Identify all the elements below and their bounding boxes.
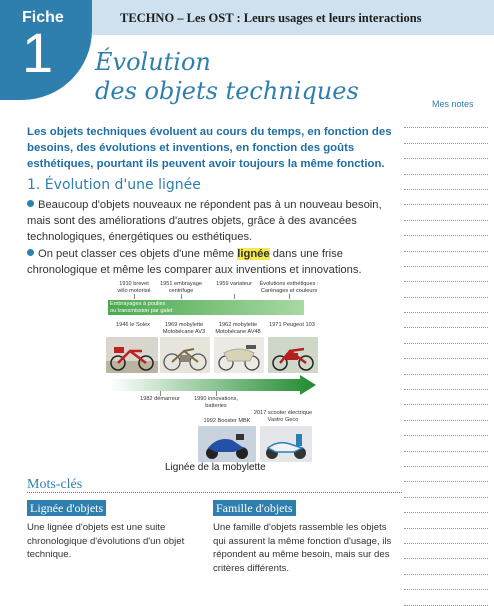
note-line	[404, 344, 488, 359]
timeline-tick	[181, 294, 182, 299]
model-label: 1946 le Solex	[116, 322, 150, 328]
figure-caption: Lignée de la mobylette	[165, 462, 266, 473]
paragraph-1	[27, 197, 393, 245]
note-line	[404, 421, 488, 436]
note-line	[404, 205, 488, 220]
paragraph-2-after: dans une frise chronologique et même les comparer aux inventions et innovations.	[27, 248, 362, 276]
note-line	[404, 436, 488, 451]
note-line	[404, 159, 488, 174]
page-title-line1: Évolution	[95, 48, 211, 76]
note-line	[404, 328, 488, 343]
note-line	[404, 498, 488, 513]
model-label: 1971 Peugeot 103	[269, 322, 315, 328]
note-line	[404, 298, 488, 313]
booster-photo	[198, 426, 256, 462]
av3-photo	[160, 337, 210, 373]
note-line	[404, 190, 488, 205]
note-line	[404, 375, 488, 390]
note-line	[404, 113, 488, 128]
term-famille: Famille d'objets	[213, 500, 296, 516]
fiche-number: 1	[22, 21, 54, 84]
timeline-label: Évolutions esthétiques : Carénages et couleurs	[259, 281, 319, 294]
note-line	[404, 128, 488, 143]
highlighted-term: lignée	[237, 248, 270, 260]
paragraph-1-text: Beaucoup d'objets nouveaux ne répondent pas à un nouveau besoin, mais sont des améliorations d'autres objets, grâce à des avancées technologiques, énergétiques ou esthétiques.	[27, 199, 382, 243]
timeline-tick	[289, 294, 290, 299]
note-line	[404, 175, 488, 190]
notes-label: Mes notes	[432, 99, 474, 109]
timeline-label: 1951 embrayage centrifuge	[160, 281, 202, 294]
section-heading: 1. Évolution d'une lignée	[27, 177, 201, 193]
note-line	[404, 559, 488, 574]
note-line	[404, 359, 488, 374]
timeline-label: 1910 brevet vélo motorisé	[117, 281, 151, 294]
keywords-title: Mots-clés	[27, 477, 83, 492]
model-label: 1969 mobylette Motobécane AV3	[162, 322, 206, 335]
page-title-line2: des objets techniques	[95, 77, 359, 105]
note-line	[404, 590, 488, 605]
note-line	[404, 267, 488, 282]
timeline-tick	[234, 294, 235, 299]
band-label: Embrayages à poulies ou transmission par galet	[110, 301, 173, 314]
note-line	[404, 313, 488, 328]
note-line	[404, 482, 488, 497]
definition-lignee: Une lignée d'objets est une suite chronologique d'évolutions d'un objet technique.	[27, 522, 185, 560]
note-line	[404, 544, 488, 559]
bullet-icon	[27, 249, 34, 256]
definition-famille: Une famille d'objets rassemble les objets qui assurent la même fonction d'usage, ils répondent au même besoin, mais sur des critères différents.	[213, 522, 392, 574]
bullet-icon	[27, 200, 34, 207]
note-line	[404, 529, 488, 544]
header-title: TECHNO – Les OST : Leurs usages et leurs interactions	[120, 11, 422, 25]
term-lignee: Lignée d'objets	[27, 500, 106, 516]
av48-photo	[214, 337, 264, 373]
note-line	[404, 467, 488, 482]
timeline-label: 1959 variateur	[216, 281, 252, 287]
note-line	[404, 282, 488, 297]
timeline-tick	[134, 294, 135, 299]
timeline-label: 1982 démarreur	[140, 396, 180, 402]
note-line	[404, 575, 488, 590]
keywords-divider	[27, 492, 402, 493]
timeline-label: 1990 innovations, batteries	[194, 396, 238, 409]
fiche-label: Fiche	[22, 9, 64, 26]
scooter-photo	[260, 426, 312, 462]
timeline-arrow	[110, 375, 316, 395]
note-line	[404, 405, 488, 420]
note-line	[404, 452, 488, 467]
notes-lines	[404, 113, 488, 583]
fiche-tab	[0, 0, 92, 100]
model-label: 1962 mobylette Motobécane AV48	[215, 322, 261, 335]
paragraph-2-before: On peut classer ces objets d'une même	[38, 248, 238, 260]
page-title	[95, 48, 359, 106]
timeline-figure	[104, 281, 324, 471]
model-label: 1992 Booster MBK	[203, 418, 251, 424]
note-line	[404, 144, 488, 159]
model-label: 2017 scooter électrique Vastro Geco	[253, 410, 313, 423]
note-line	[404, 390, 488, 405]
note-line	[404, 221, 488, 236]
solex-photo	[106, 337, 158, 373]
note-line	[404, 252, 488, 267]
note-line	[404, 236, 488, 251]
peugeot103-photo	[268, 337, 318, 373]
paragraph-2	[27, 246, 393, 278]
intro-text: Les objets techniques évoluent au cours du temps, en fonction des besoins, des évolutions et inventions, en fonction des goûts esthétiques, pourtant ils peuvent avoir toujours la même fonction.	[27, 126, 392, 170]
note-line	[404, 513, 488, 528]
